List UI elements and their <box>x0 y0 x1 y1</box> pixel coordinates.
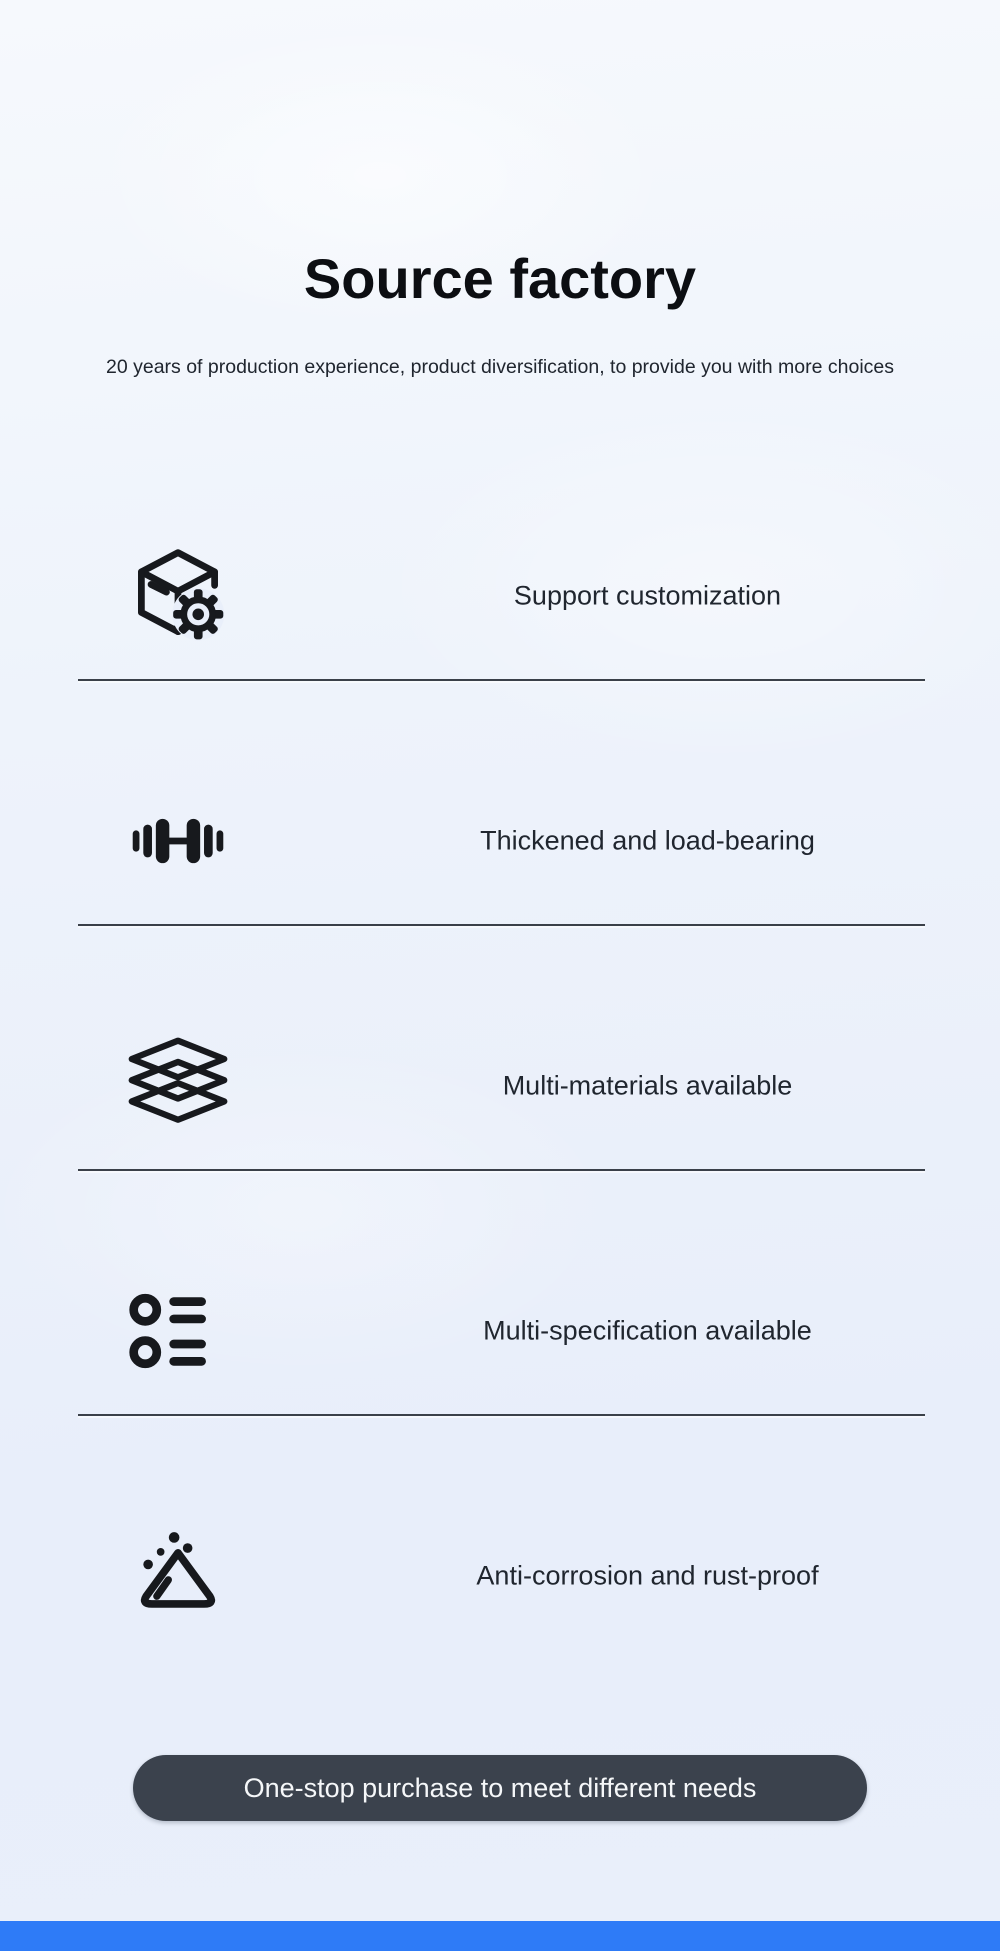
footer-accent-bar <box>0 1921 1000 1951</box>
feature-label: Multi-materials available <box>502 1070 793 1101</box>
feature-row-materials <box>0 926 1000 1171</box>
cta-button[interactable]: One-stop purchase to meet different needs <box>133 1755 867 1821</box>
checklist-icon <box>125 1278 231 1384</box>
feature-row-specification <box>0 1171 1000 1416</box>
feature-row-customization <box>0 436 1000 681</box>
feature-row-anticorrosion <box>0 1416 1000 1661</box>
feature-label: Thickened and load-bearing <box>480 825 815 856</box>
mound-rustproof-icon <box>125 1523 231 1629</box>
cube-gear-icon <box>125 543 231 649</box>
hero <box>0 0 1000 380</box>
page-subtitle: 20 years of production experience, product diversification, to provide you with more choices <box>106 356 894 378</box>
layers-icon <box>125 1033 231 1139</box>
page-title: Source factory <box>303 247 697 310</box>
feature-label: Anti-corrosion and rust-proof <box>476 1560 819 1591</box>
dumbbell-icon <box>125 788 231 894</box>
feature-label: Support customization <box>513 580 782 611</box>
feature-list <box>0 436 1000 1661</box>
feature-label: Multi-specification available <box>483 1315 812 1346</box>
feature-row-load-bearing <box>0 681 1000 926</box>
